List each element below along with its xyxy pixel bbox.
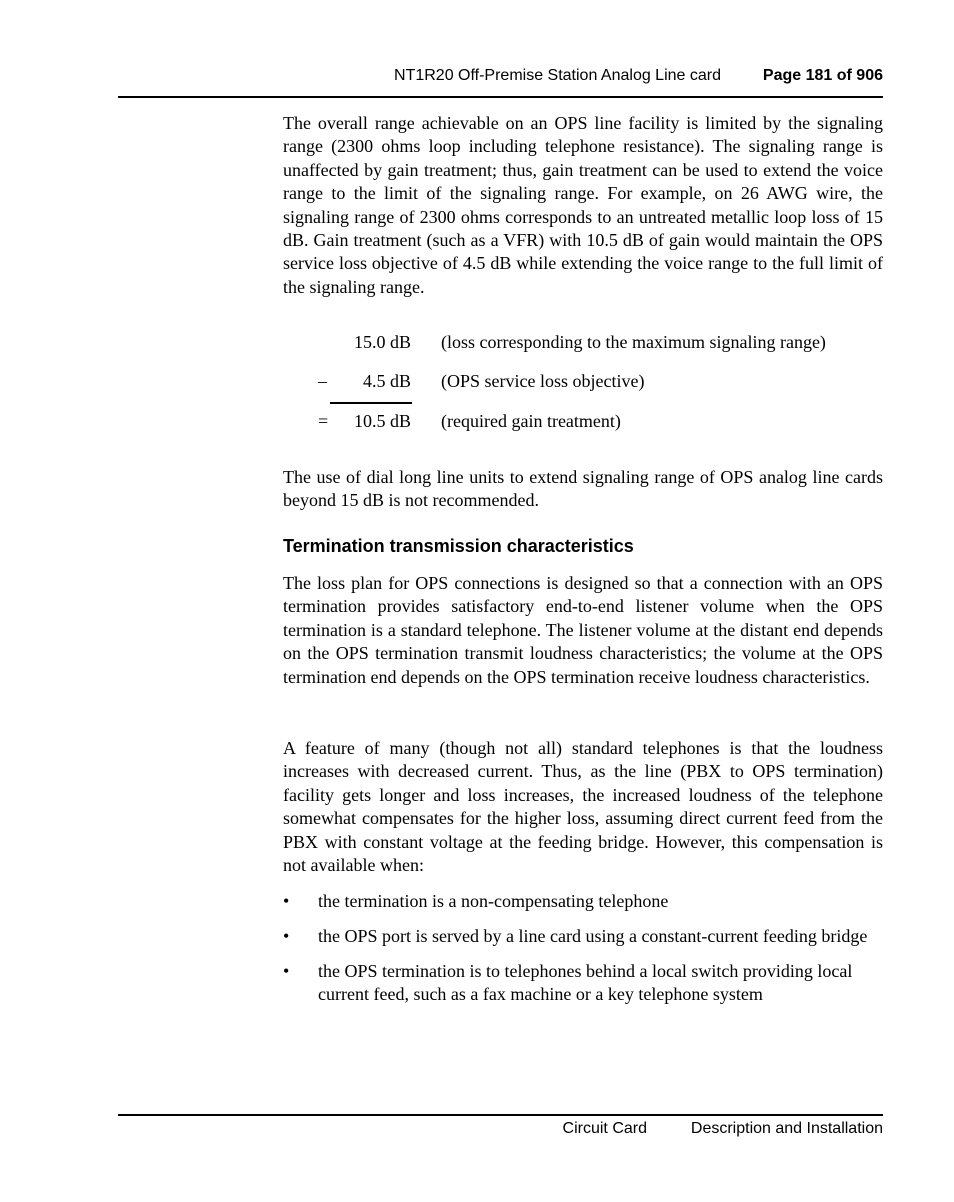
list-item (283, 890, 883, 913)
calc-description: (loss corresponding to the maximum signaling range) (441, 332, 826, 352)
list-item-text: the OPS termination is to telephones behind a local switch providing local current feed, such as a fax machine or a key telephone system (318, 960, 853, 1005)
calc-operator: – (318, 371, 327, 391)
list-item-text: the OPS port is served by a line card using a constant-current feeding bridge (318, 925, 868, 946)
list-item (283, 960, 883, 1007)
calc-row-loss-objective (283, 371, 883, 395)
list-item-text: the termination is a non-compensating telephone (318, 891, 669, 911)
calc-value: 4.5 dB (362, 371, 411, 391)
paragraph-loudness (283, 737, 883, 877)
bullet-symbol: • (283, 925, 290, 946)
paragraph-text: The overall range achievable on an OPS line facility is limited by the signaling range (2300 ohms loop including telephone resistance). The signaling range is unaffected by gain treatment; thus, gain treatment can be used to extend the voice range to the limit of the signaling range. For example, on 26 AWG wire, the signaling range of 2300 ohms corresponds to an untreated metallic loop loss of 15 dB. Gain treatment (such as a VFR) with 10.5 dB of gain would maintain the OPS service loss objective of 4.5 dB while extending the voice range to the full limit of the signaling range. (283, 113, 883, 297)
bullet-symbol: • (283, 960, 290, 981)
calc-value: 10.5 dB (353, 411, 411, 431)
document-title: NT1R20 Off-Premise Station Analog Line card (394, 67, 721, 84)
page-number: Page 181 of 906 (762, 67, 883, 84)
calc-description: (OPS service loss objective) (441, 371, 645, 391)
section-heading: Termination transmission characteristics (283, 536, 634, 556)
paragraph-loss-plan (283, 572, 883, 689)
bullet-symbol: • (283, 891, 290, 911)
page-header (118, 66, 883, 98)
subtraction-rule (330, 402, 412, 404)
calc-value: 15.0 dB (353, 332, 411, 352)
calc-row-required-gain (283, 411, 883, 435)
footer-left: Circuit Card (562, 1120, 647, 1137)
paragraph-signaling-range (283, 112, 883, 299)
calc-operator: = (318, 411, 329, 431)
paragraph-text: The loss plan for OPS connections is designed so that a connection with an OPS termination provides satisfactory end-to-end listener volume when the OPS termination is a standard telephone. The listener volume at the distant end depends on the OPS termination transmit loudness characteristics; the volume at the OPS termination end depends on the OPS termination receive loudness characteristics. (283, 573, 883, 687)
page-footer (118, 1114, 883, 1146)
list-item (283, 925, 883, 948)
footer-right: Description and Installation (690, 1120, 883, 1137)
paragraph-dial-long-line (283, 466, 883, 513)
paragraph-text: The use of dial long line units to extend signaling range of OPS analog line cards beyond 15 dB is not recommended. (283, 467, 883, 511)
paragraph-text: A feature of many (though not all) standard telephones is that the loudness increases with decreased current. Thus, as the line (PBX to OPS termination) facility gets longer and loss increases, the increased loudness of the telephone somewhat compensates for the higher loss, assuming direct current feed from the PBX with constant voltage at the feeding bridge. However, this compensation is not available when: (283, 738, 883, 876)
calc-description: (required gain treatment) (441, 411, 621, 431)
calc-row-max-loss (283, 332, 883, 356)
bullet-list (283, 890, 883, 1018)
